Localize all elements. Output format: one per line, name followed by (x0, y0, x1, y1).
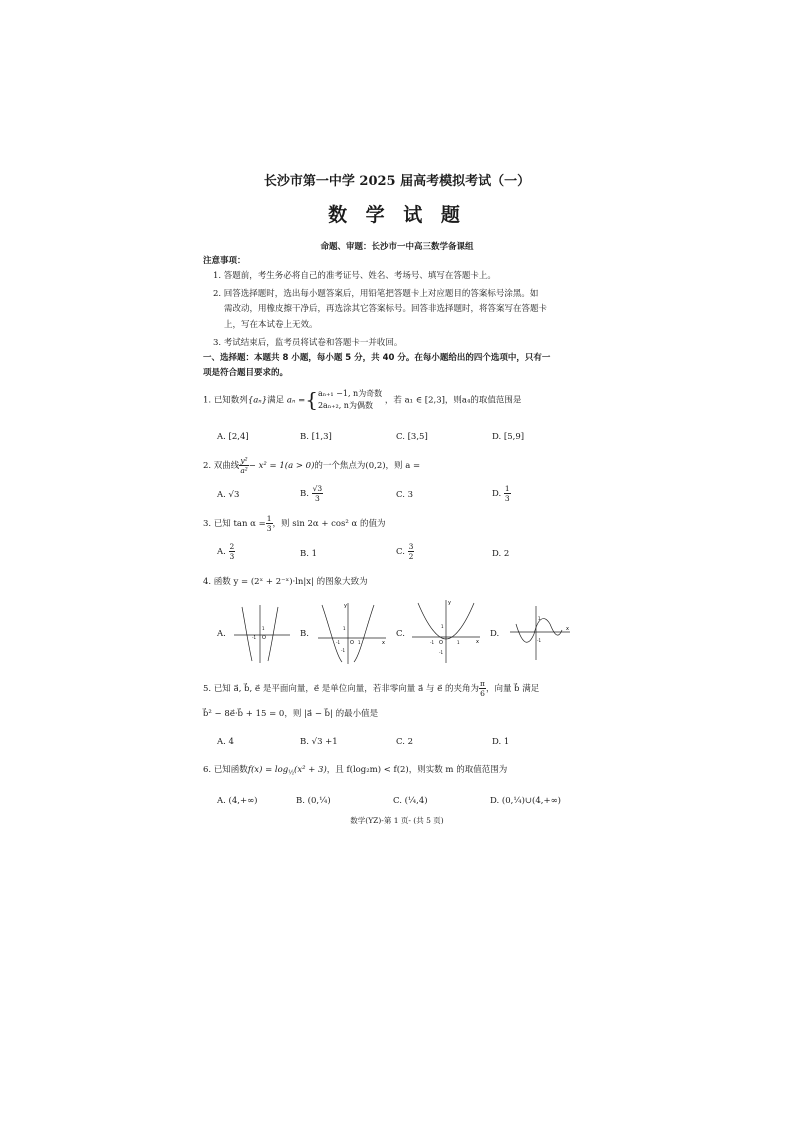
q6-option-a: A. (4,+∞) (217, 796, 258, 806)
q5-option-d: D. 1 (492, 737, 510, 747)
q6-option-c-label: C. (393, 796, 402, 806)
q4-graph-c (410, 597, 482, 665)
q3-option-c (396, 542, 414, 561)
q2-option-c: C. 3 (396, 490, 414, 500)
q2-option-a: A. √3 (217, 490, 240, 500)
q3-option-d: D. 2 (492, 549, 510, 559)
q1-cond: ，若 a₁ ∈ [2,3]，则 (384, 395, 462, 406)
q5-option-b: B. √3 +1 (300, 737, 338, 747)
q5-angle-num: π (480, 679, 485, 688)
q3-frac-num: 1 (266, 514, 272, 523)
q5-angle-frac (479, 679, 486, 698)
q6-prefix: 6. 已知函数 (203, 765, 248, 775)
q3-option-b: B. 1 (300, 549, 318, 559)
q2-option-d-frac (504, 484, 511, 503)
q2-fraction (239, 456, 248, 475)
svg-text:y: y (448, 600, 451, 606)
q6-option-d (490, 796, 561, 806)
q1-tail: a₄的取值范围是 (461, 395, 522, 406)
question-4: 4. 函数 y = (2ˣ + 2⁻ˣ)·ln|x| 的图象大致为 (203, 577, 368, 587)
exam-title: 长沙市第一中学 2025 届高考模拟考试（一） (263, 174, 531, 189)
q3-tail: ，则 sin 2α + cos² α 的值为 (272, 519, 386, 529)
q1-mid: 满足 (267, 395, 285, 406)
q1-seq: {aₙ} (247, 395, 268, 406)
q3-option-c-frac (408, 542, 415, 561)
q5-line-2: b⃗² − 8e⃗·b⃗ + 15 = 0，则 |a⃗ − b⃗| 的最小值是 (203, 709, 379, 719)
q6-log-base: ½ (288, 769, 295, 777)
q5-line-1: 5. 已知 a⃗, b⃗, e⃗ 是平面向量，e⃗ 是单位向量，若非零向量 a⃗ 与 e⃗ 的夹角为 (203, 684, 480, 694)
q4-graph-a (232, 603, 292, 665)
question-1 (203, 388, 521, 412)
svg-text:1: 1 (538, 616, 541, 621)
q2-option-b-label: B. (300, 489, 309, 499)
svg-text:-1: -1 (252, 635, 256, 640)
q4-graph-b (316, 600, 388, 666)
question-5 (203, 679, 539, 698)
q3-fraction (266, 514, 273, 533)
q2-tail: 的一个焦点为(0,2)，则 a = (314, 461, 421, 471)
q6-option-d-value: (0,¼)∪(4,+∞) (501, 796, 561, 806)
notice-item-3: 3. 考试结束后，监考员将试卷和答题卡一并收回。 (213, 338, 403, 348)
q2-frac-den: a² (240, 466, 248, 475)
q5-option-a: A. 4 (217, 737, 234, 747)
q3-option-c-label: C. (396, 547, 405, 557)
q1-option-d: D. [5,9] (492, 432, 525, 442)
q1-option-a: A. [2,4] (217, 432, 249, 442)
q6-function: f(x) = log (247, 765, 289, 775)
q3-frac-den: 3 (266, 524, 272, 533)
q1-option-b: B. [1,3] (300, 432, 332, 442)
svg-text:1: 1 (262, 626, 265, 631)
q2-option-b (300, 484, 323, 503)
question-2 (203, 456, 420, 475)
svg-text:x: x (476, 639, 479, 645)
svg-text:O: O (262, 635, 266, 641)
q3-prefix: 3. 已知 tan α = (203, 519, 266, 529)
question-3 (203, 514, 385, 533)
q2-option-b-den: 3 (315, 494, 320, 503)
notice-item-2: 2. 回答选择题时，选出每小题答案后，用铅笔把答题卡上对应题目的答案标号涂黑。如 (213, 289, 539, 299)
q2-prefix: 2. 双曲线 (203, 461, 240, 471)
q3-option-a-frac (229, 542, 236, 561)
q1-cases (318, 388, 382, 412)
svg-text:y: y (344, 603, 347, 609)
section-heading: 一、选择题：本题共 8 小题，每小题 5 分，共 40 分。在每小题给出的四个选项中，只有一 (203, 353, 551, 363)
svg-text:-1: -1 (537, 638, 541, 643)
q4-graph-d (508, 604, 572, 662)
svg-text:1: 1 (441, 624, 444, 629)
q6-tail: ，且 f(log₂m) < f(2)，则实数 m 的取值范围为 (326, 765, 508, 775)
q2-expr: − x² = 1(a > 0) (248, 461, 315, 471)
q3-option-c-num: 3 (408, 542, 414, 551)
page-footer: 数学(YZ)-第 1 页- (共 5 页) (350, 816, 444, 825)
svg-text:1: 1 (343, 626, 346, 631)
q2-option-d-den: 3 (504, 494, 510, 503)
q3-option-a-num: 2 (229, 542, 235, 551)
q5-angle-den: 6 (480, 689, 485, 698)
svg-text:O: O (350, 640, 354, 646)
q3-option-a-label: A. (217, 547, 226, 557)
svg-text:x: x (566, 626, 569, 632)
q3-option-a (217, 542, 235, 561)
q1-lhs: aₙ = (286, 395, 306, 406)
svg-text:1: 1 (457, 640, 460, 645)
q4-option-d: D. (490, 629, 500, 639)
q1-brace: { (305, 387, 318, 412)
q1-case-2: 2aₙ₊₂, n为偶数 (317, 401, 373, 410)
svg-text:O: O (439, 640, 443, 646)
q1-prefix: 1. 已知数列 (203, 395, 248, 406)
q2-option-d-label: D. (492, 489, 502, 499)
svg-text:1: 1 (358, 640, 361, 645)
q5-line-1-tail: ，向量 b⃗ 满足 (485, 684, 540, 694)
q1-case-1: aₙ₊₁ −1, n为奇数 (317, 389, 383, 398)
svg-text:x: x (382, 640, 385, 646)
svg-text:-1: -1 (336, 640, 340, 645)
q6-option-b-label: B. (296, 796, 305, 806)
q1-option-c: C. [3,5] (396, 432, 428, 442)
q6-option-d-label: D. (490, 796, 500, 806)
q2-option-d (492, 484, 511, 503)
notice-item-2-end: 上，写在本试卷上无效。 (224, 320, 318, 330)
notice-heading: 注意事项： (203, 256, 246, 266)
q2-option-b-frac (312, 484, 324, 503)
svg-text:-1: -1 (430, 640, 434, 645)
svg-text:-1: -1 (341, 648, 345, 653)
q4-option-a: A. (217, 629, 226, 639)
notice-item-1: 1. 答题前，考生务必将自己的准考证号、姓名、考场号、填写在答题卡上。 (213, 271, 496, 281)
q4-option-c: C. (396, 629, 405, 639)
q3-option-c-den: 2 (408, 552, 414, 561)
q6-option-c (393, 796, 428, 806)
q4-option-b: B. (300, 629, 309, 639)
subject-title: 数 学 试 题 (328, 204, 466, 226)
q5-option-c: C. 2 (396, 737, 414, 747)
notice-item-2-cont: 需改动，用橡皮擦干净后，再选涂其它答案标号。回答非选择题时，将答案写在答题卡 (224, 304, 548, 314)
q6-option-b (296, 796, 331, 806)
q2-option-d-num: 1 (504, 484, 510, 493)
authors-line: 命题、审题：长沙市一中高三数学备课组 (320, 242, 474, 252)
q2-option-b-num: √3 (312, 484, 323, 493)
q6-argument: (x² + 3) (294, 765, 327, 775)
section-heading-cont: 项是符合题目要求的。 (203, 368, 289, 378)
q6-option-c-value: (¼,4) (404, 796, 428, 806)
question-6 (203, 764, 507, 780)
q6-option-b-value: (0,¼) (307, 796, 331, 806)
q2-frac-num: y² (240, 456, 248, 465)
svg-text:-1: -1 (439, 650, 443, 655)
q3-option-a-den: 3 (229, 552, 235, 561)
